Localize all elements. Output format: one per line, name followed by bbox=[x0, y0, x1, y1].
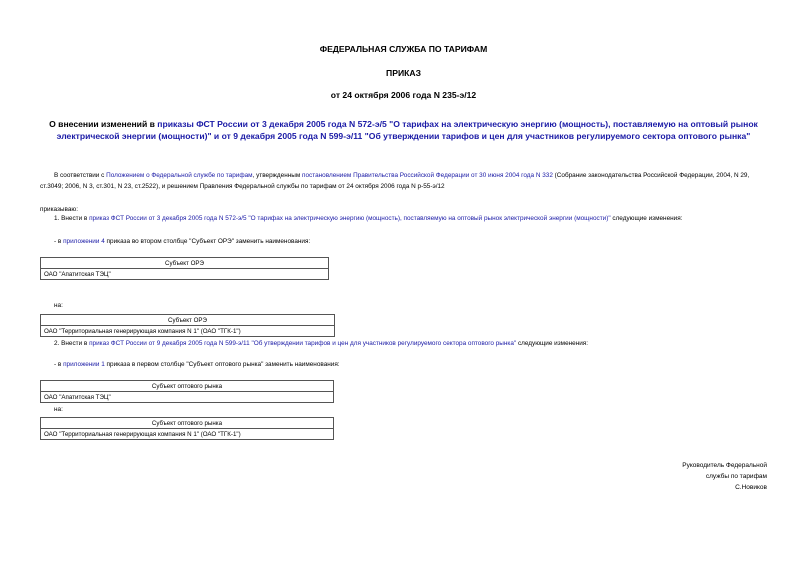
item-2-sub bbox=[54, 359, 340, 370]
table-header: Субъект оптового рынка bbox=[41, 381, 334, 392]
item-1-order-link[interactable]: приказ ФСТ России от 3 декабря 2005 года N 572-э/5 "О тарифах на электрическую энергию (мощность), поставляемую на оптовый рынок электрической энергии (мощности)" bbox=[89, 215, 611, 222]
preamble-paragraph bbox=[40, 170, 768, 192]
document-type: ПРИКАЗ bbox=[386, 68, 421, 78]
table-new-subject-2 bbox=[40, 417, 334, 440]
table-header: Субъект оптового рынка bbox=[41, 418, 334, 429]
appendix-4-link[interactable]: приложении 4 bbox=[63, 238, 105, 245]
regulation-link[interactable]: Положением о Федеральной службе по тарифам bbox=[106, 172, 253, 179]
signature-title-2: службы по тарифам bbox=[705, 473, 767, 480]
item-1 bbox=[54, 213, 682, 224]
title-prefix: О внесении изменений в bbox=[49, 119, 158, 129]
item-1-sub-text-1: - в bbox=[54, 238, 64, 245]
item-1-text-2: следующие изменения: bbox=[610, 215, 683, 222]
replace-with-2: на: bbox=[54, 406, 63, 413]
signature-block bbox=[682, 460, 767, 493]
item-2-sub-text-2: приказа в первом столбце "Субъект оптового рынка" заменить наименования: bbox=[104, 361, 340, 368]
document-title bbox=[40, 119, 767, 142]
replace-with-1: на: bbox=[54, 302, 63, 309]
table-row: ОАО "Апатитская ТЭЦ" bbox=[41, 269, 329, 280]
table-header: Субъект ОРЭ bbox=[41, 315, 335, 326]
item-2 bbox=[54, 338, 588, 349]
document-date-number: от 24 октября 2006 года N 235-э/12 bbox=[330, 90, 477, 100]
item-1-sub-text-2: приказа во втором столбце "Субъект ОРЭ" заменить наименования: bbox=[104, 238, 311, 245]
item-2-order-link[interactable]: приказ ФСТ России от 9 декабря 2005 года N 599-э/11 "Об утверждении тарифов и цен для участников регулируемого сектора оптового рынка" bbox=[89, 340, 517, 347]
table-new-subject-1 bbox=[40, 314, 335, 337]
appendix-1-link[interactable]: приложении 1 bbox=[63, 361, 105, 368]
order-word: приказываю: bbox=[40, 206, 78, 213]
preamble-text-1: В соответствии с bbox=[54, 172, 107, 179]
agency-heading: ФЕДЕРАЛЬНАЯ СЛУЖБА ПО ТАРИФАМ bbox=[319, 44, 488, 54]
table-old-subject-2 bbox=[40, 380, 334, 403]
item-2-sub-text-1: - в bbox=[54, 361, 64, 368]
item-1-text-1: 1. Внести в bbox=[54, 215, 90, 222]
title-link[interactable]: приказы ФСТ России от 3 декабря 2005 года N 572-э/5 "О тарифах на электрическую энергию (мощность), поставляемую на оптовый рынок электрической энергии (мощности)" и от 9 декабря 2005 года N 599-э/11 "Об утверждении тарифов и цен для участников регулируемого сектора оптового рынка" bbox=[56, 119, 758, 141]
item-2-text-1: 2. Внести в bbox=[54, 340, 90, 347]
table-row: ОАО "Апатитская ТЭЦ" bbox=[41, 392, 334, 403]
signature-title-1: Руководитель Федеральной bbox=[682, 462, 767, 469]
signature-name: С.Новиков bbox=[735, 484, 767, 491]
preamble-text-2: , утвержденным bbox=[252, 172, 303, 179]
table-row: ОАО "Территориальная генерирующая компания N 1" (ОАО "ТГК-1") bbox=[41, 326, 335, 337]
table-old-subject-1 bbox=[40, 257, 329, 280]
preamble-text-3: (Собрание законодательства Российской Федерации, 2004, N 29, ст.3049; 2006, N 3, ст.301, N 23, ст.2522), и решением Правления Федеральной службы по тарифам от 24 октября 2006 года N р-55-э/12 bbox=[40, 172, 750, 190]
government-decree-link[interactable]: постановлением Правительства Российской Федерации от 30 июня 2004 года N 332 bbox=[302, 172, 553, 179]
table-header: Субъект ОРЭ bbox=[41, 258, 329, 269]
item-2-text-2: следующие изменения: bbox=[516, 340, 589, 347]
table-row: ОАО "Территориальная генерирующая компания N 1" (ОАО "ТГК-1") bbox=[41, 429, 334, 440]
item-1-sub bbox=[54, 236, 310, 247]
